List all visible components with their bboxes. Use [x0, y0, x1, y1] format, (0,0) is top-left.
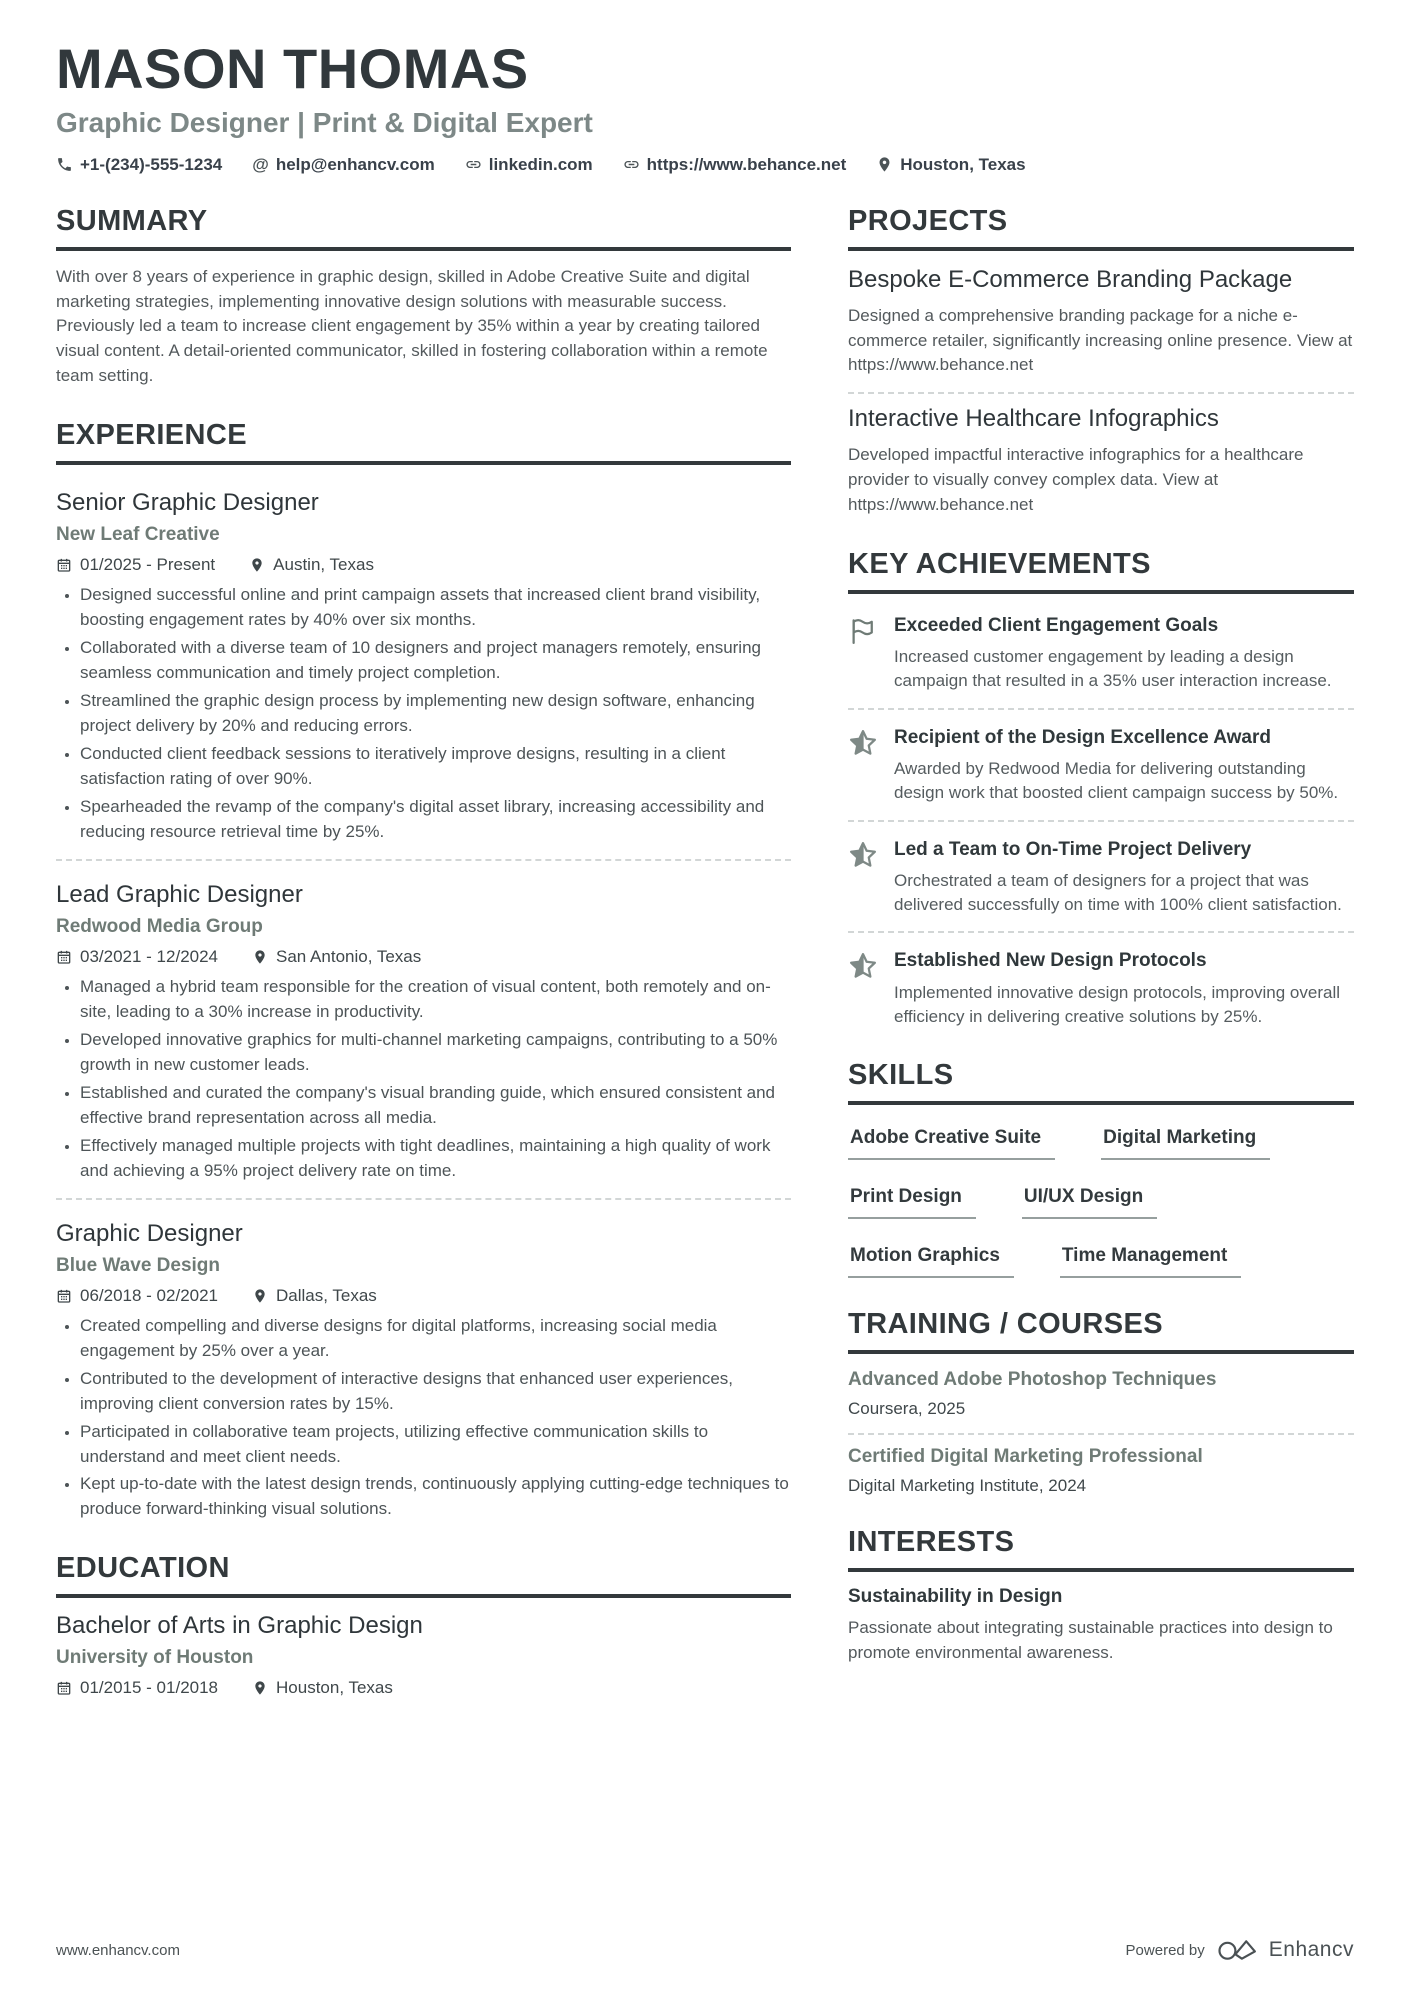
project-entry — [848, 265, 1354, 378]
job-company: New Leaf Creative — [56, 523, 220, 545]
location-icon — [876, 156, 893, 173]
training-heading: TRAINING / COURSES — [848, 1308, 1354, 1354]
job-bullet: • Collaborated with a diverse team of 10 designers and project managers remotely, ensuring seamless communication and timely project completion. — [80, 636, 791, 686]
contact-location-text: Houston, Texas — [900, 154, 1026, 174]
training-section — [848, 1308, 1354, 1495]
job-bullet: • Developed innovative graphics for multi-channel marketing campaigns, contributing to a 50% growth in new customer leads. — [80, 1028, 791, 1078]
job-location — [252, 1286, 377, 1306]
location-icon — [252, 1288, 268, 1304]
achievement-body — [894, 726, 1354, 806]
achievement-description: Implemented innovative design protocols, improving overall efficiency in delivering creative solutions by 25%. — [894, 983, 1341, 1027]
skills-heading: SKILLS — [848, 1059, 1354, 1105]
left-column — [56, 181, 791, 1699]
job-bullet: • Contributed to the development of interactive designs that enhanced user experiences, improving client conversion rates by 15%. — [80, 1367, 791, 1417]
interest-title: Sustainability in Design — [848, 1585, 1063, 1607]
job-bullet: • Managed a hybrid team responsible for the creation of visual content, both remotely and on-site, leading to a 30% increase in productivity. — [80, 975, 791, 1025]
link-icon — [623, 156, 640, 173]
achievement-body — [894, 838, 1354, 918]
summary-heading: SUMMARY — [56, 205, 791, 251]
course-entry — [848, 1445, 1354, 1496]
job-title: Lead Graphic Designer — [56, 880, 303, 908]
job-bullet: • Participated in collaborative team projects, utilizing effective communication skills to understand and meet client needs. — [80, 1420, 791, 1470]
calendar-icon — [56, 949, 72, 965]
job-dates-text: 03/2021 - 12/2024 — [80, 946, 219, 966]
candidate-title: Graphic Designer | Print & Digital Expert — [56, 106, 593, 138]
job-dates — [56, 1286, 218, 1306]
job-dates — [56, 947, 218, 967]
job-title: Graphic Designer — [56, 1219, 243, 1247]
dashed-divider — [848, 392, 1354, 394]
dashed-divider — [848, 1433, 1354, 1435]
job-dates-text: 01/2025 - Present — [80, 554, 216, 574]
course-provider: Digital Marketing Institute, 2024 — [848, 1475, 1087, 1495]
contact-email-text: help@enhancv.com — [275, 154, 435, 174]
job-bullet: • Designed successful online and print campaign assets that increased client brand visibility, boosting engagement rates by 40% over six months. — [80, 583, 791, 633]
link-icon — [465, 156, 482, 173]
summary-section — [56, 205, 791, 389]
job-bullet: • Streamlined the graphic design process by implementing new design software, enhancing project delivery by 20% and reducing errors. — [80, 689, 791, 739]
summary-text: With over 8 years of experience in graphic design, skilled in Adobe Creative Suite and digital marketing strategies, implementing innovative design solutions with measurable success. Previously led a team to increase client engagement by 35% within a year by creating tailored visual content. A detail-oriented communicator, skilled in fostering collaboration within a remote team setting. — [56, 266, 768, 386]
skill-tag: Time Management — [1060, 1245, 1241, 1278]
education-section — [56, 1552, 791, 1698]
skill-tag: Adobe Creative Suite — [848, 1127, 1055, 1160]
job-bullets — [56, 583, 791, 845]
experience-heading: EXPERIENCE — [56, 419, 791, 465]
right-column — [848, 181, 1354, 1699]
achievement-body — [894, 949, 1354, 1029]
achievements-heading: KEY ACHIEVEMENTS — [848, 548, 1354, 594]
enhancv-brand-name: Enhancv — [1268, 1938, 1354, 1961]
dashed-divider — [848, 820, 1354, 822]
achievement-entry — [848, 608, 1354, 694]
page-footer — [56, 1937, 1354, 1963]
interests-section — [848, 1526, 1354, 1666]
job-location-text: Dallas, Texas — [276, 1285, 377, 1305]
skill-tag: Digital Marketing — [1101, 1127, 1270, 1160]
education-dates-text: 01/2015 - 01/2018 — [80, 1678, 219, 1698]
location-icon — [249, 557, 265, 573]
contact-linkedin[interactable] — [465, 155, 593, 175]
job-location — [249, 555, 374, 575]
project-description: Designed a comprehensive branding package for a niche e-commerce retailer, significantly increasing online presence. View at https://www.behance.net — [848, 305, 1353, 375]
calendar-icon — [56, 1680, 72, 1696]
candidate-name: MASON THOMAS — [56, 37, 529, 100]
interest-description: Passionate about integrating sustainable practices into design to promote environmental awareness. — [848, 1617, 1333, 1662]
education-dates — [56, 1678, 218, 1698]
project-title: Interactive Healthcare Infographics — [848, 405, 1219, 433]
star-icon — [848, 728, 878, 758]
interest-entry — [848, 1586, 1354, 1666]
course-title: Advanced Adobe Photoshop Techniques — [848, 1369, 1217, 1391]
job-bullet: • Spearheaded the revamp of the company's digital asset library, increasing accessibility and reducing resource retrieval time by 25%. — [80, 795, 791, 845]
course-title: Certified Digital Marketing Professional — [848, 1446, 1203, 1468]
job-meta — [56, 1286, 791, 1306]
job-company: Redwood Media Group — [56, 915, 263, 937]
powered-by — [1126, 1937, 1354, 1963]
job-title: Senior Graphic Designer — [56, 488, 319, 516]
achievement-entry — [848, 943, 1354, 1029]
job-bullets — [56, 975, 791, 1184]
content-columns — [56, 181, 1354, 1699]
job-entry — [56, 1210, 791, 1523]
achievement-entry — [848, 832, 1354, 918]
calendar-icon — [56, 557, 72, 573]
contact-behance-text: https://www.behance.net — [646, 154, 847, 174]
skills-list — [848, 1119, 1354, 1278]
flag-icon — [848, 616, 878, 646]
job-company: Blue Wave Design — [56, 1254, 221, 1276]
phone-icon — [56, 156, 73, 173]
education-location-text: Houston, Texas — [276, 1678, 393, 1698]
job-bullet: • Created compelling and diverse designs for digital platforms, increasing social media engagement by 25% over a year. — [80, 1314, 791, 1364]
course-entry — [848, 1368, 1354, 1419]
job-entry — [56, 479, 791, 845]
contact-location — [876, 155, 1025, 175]
calendar-icon — [56, 1288, 72, 1304]
job-meta — [56, 555, 791, 575]
achievement-title: Recipient of the Design Excellence Award — [894, 726, 1271, 748]
contact-phone[interactable] — [56, 155, 222, 175]
education-heading: EDUCATION — [56, 1552, 791, 1598]
location-icon — [252, 949, 268, 965]
project-entry — [848, 404, 1354, 517]
projects-heading: PROJECTS — [848, 205, 1354, 251]
projects-section — [848, 205, 1354, 518]
education-location — [252, 1678, 393, 1698]
achievement-description: Increased customer engagement by leading a design campaign that resulted in a 35% user interaction increase. — [894, 647, 1332, 691]
enhancv-brand-link[interactable] — [1217, 1937, 1354, 1963]
project-title: Bespoke E-Commerce Branding Package — [848, 265, 1293, 293]
location-icon — [252, 1680, 268, 1696]
enhancv-logo-icon — [1217, 1937, 1261, 1963]
job-meta — [56, 947, 791, 967]
footer-url[interactable]: www.enhancv.com — [56, 1941, 180, 1959]
job-location — [252, 947, 421, 967]
contact-linkedin-text: linkedin.com — [488, 154, 593, 174]
star-icon — [848, 840, 878, 870]
dashed-divider — [848, 708, 1354, 710]
dashed-divider — [56, 1198, 791, 1200]
interests-heading: INTERESTS — [848, 1526, 1354, 1572]
job-dates — [56, 555, 215, 575]
skill-tag: UI/UX Design — [1022, 1186, 1157, 1219]
powered-by-label: Powered by — [1125, 1941, 1205, 1959]
resume-header — [56, 37, 1354, 175]
skills-section — [848, 1059, 1354, 1278]
experience-section — [56, 419, 791, 1523]
achievement-body — [894, 614, 1354, 694]
achievements-section — [848, 548, 1354, 1030]
dashed-divider — [848, 931, 1354, 933]
job-dates-text: 06/2018 - 02/2021 — [80, 1285, 219, 1305]
skill-tag: Print Design — [848, 1186, 976, 1219]
job-bullet: • Effectively managed multiple projects with tight deadlines, maintaining a high quality of work and achieving a 95% project delivery rate on time. — [80, 1134, 791, 1184]
job-bullet: • Kept up-to-date with the latest design trends, continuously applying cutting-edge techniques to produce forward-thinking visual solutions. — [80, 1472, 791, 1522]
at-icon: @ — [252, 155, 269, 175]
achievement-title: Led a Team to On-Time Project Delivery — [894, 838, 1252, 860]
star-icon — [848, 951, 878, 981]
achievement-title: Exceeded Client Engagement Goals — [894, 614, 1219, 636]
skill-tag: Motion Graphics — [848, 1245, 1014, 1278]
course-provider: Coursera, 2025 — [848, 1399, 966, 1419]
job-bullet: • Established and curated the company's visual branding guide, which ensured consistent and effective brand representation across all media. — [80, 1081, 791, 1131]
contact-email[interactable] — [252, 155, 435, 175]
contact-row — [56, 155, 1354, 175]
achievement-description: Awarded by Redwood Media for delivering outstanding design work that boosted client campaign success by 50%. — [894, 759, 1339, 803]
job-location-text: Austin, Texas — [273, 554, 374, 574]
job-bullet: • Conducted client feedback sessions to iteratively improve designs, resulting in a client satisfaction rating of over 90%. — [80, 742, 791, 792]
school-name: University of Houston — [56, 1647, 254, 1669]
achievement-title: Established New Design Protocols — [894, 950, 1207, 972]
job-location-text: San Antonio, Texas — [276, 946, 422, 966]
achievement-entry — [848, 720, 1354, 806]
dashed-divider — [56, 859, 791, 861]
degree-title: Bachelor of Arts in Graphic Design — [56, 1612, 423, 1640]
contact-phone-text: +1-(234)-555-1234 — [80, 154, 223, 174]
job-entry — [56, 871, 791, 1184]
achievement-description: Orchestrated a team of designers for a project that was delivered successfully on time with 100% client satisfaction. — [894, 871, 1342, 915]
contact-behance[interactable] — [623, 155, 847, 175]
education-meta — [56, 1678, 791, 1698]
job-bullets — [56, 1314, 791, 1523]
project-description: Developed impactful interactive infographics for a healthcare provider to visually convey complex data. View at https://www.behance.net — [848, 445, 1304, 514]
